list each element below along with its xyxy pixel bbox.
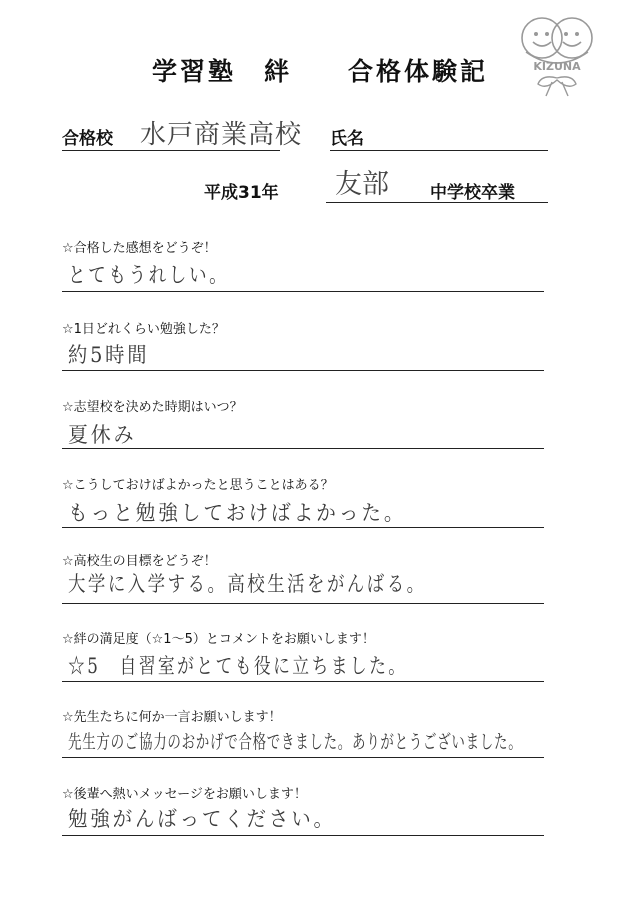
question-6: ☆絆の満足度（☆1～5）とコメントをお願いします！ xyxy=(62,632,375,647)
middle-school-value: 友部 xyxy=(335,169,389,200)
answer-7: 先生方のご協力のおかげで合格できました。ありがとうございました。 xyxy=(68,731,523,753)
year-label: 平成31年 xyxy=(204,183,279,203)
answer-1: とてもうれしい。 xyxy=(68,263,230,287)
answer-line-6 xyxy=(62,681,544,682)
answer-line-2 xyxy=(62,370,544,371)
answer-6: ☆5 自習室がとても役に立ちました。 xyxy=(68,654,408,678)
question-2: ☆1日どれくらい勉強した？ xyxy=(62,322,225,337)
school-value: 水戸商業高校 xyxy=(140,120,303,150)
name-underline xyxy=(330,150,548,151)
school-label: 合格校 xyxy=(62,129,113,149)
answer-3: 夏休み xyxy=(68,423,137,447)
question-1: ☆合格した感想をどうぞ！ xyxy=(62,241,217,256)
answer-2: 約5時間 xyxy=(68,343,150,367)
answer-line-3 xyxy=(62,448,544,449)
page-title: 学習塾 絆 合格体験記 xyxy=(151,57,488,86)
school-underline xyxy=(62,150,280,151)
answer-line-7 xyxy=(62,757,544,758)
answer-5: 大学に入学する。高校生活をがんばる。 xyxy=(68,572,427,596)
answer-line-5 xyxy=(62,603,544,604)
answer-line-4 xyxy=(62,527,544,528)
logo-text: KIZUNA xyxy=(533,60,581,73)
graduation-label: 中学校卒業 xyxy=(430,183,515,203)
question-5: ☆高校生の目標をどうぞ！ xyxy=(62,554,217,569)
kizuna-logo xyxy=(516,12,598,98)
answer-line-8 xyxy=(62,835,544,836)
answer-line-1 xyxy=(62,291,544,292)
name-label: 氏名 xyxy=(330,129,364,149)
answer-8: 勉強がんばってください。 xyxy=(68,807,336,831)
question-4: ☆こうしておけばよかったと思うことはある？ xyxy=(62,478,334,493)
question-7: ☆先生たちに何か一言お願いします！ xyxy=(62,710,282,725)
question-8: ☆後輩へ熱いメッセージをお願いします！ xyxy=(62,787,307,802)
answer-4: もっと勉強しておけばよかった。 xyxy=(68,501,407,525)
question-3: ☆志望校を決めた時期はいつ？ xyxy=(62,400,243,415)
